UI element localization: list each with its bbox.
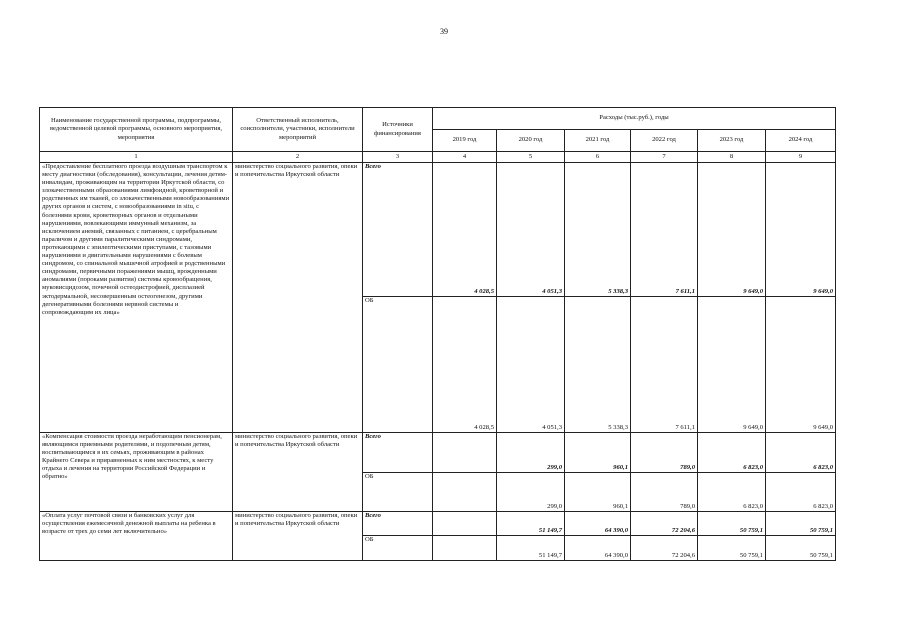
page-number: 39 <box>440 27 448 36</box>
total-value: 50 759,1 <box>698 512 766 536</box>
total-value: 64 390,0 <box>565 512 631 536</box>
column-number: 7 <box>631 152 698 163</box>
ob-value: 299,0 <box>497 473 565 512</box>
activity-name: «Предоставление бесплатного проезда воздушным транспортом к месту диагностики (обследования), консультации, лечения детям-инвалидам, проживающим на территории Иркутской области, со злокачественными образованиями лимфоидной, кроветворной и родственных им тканей, со злокачественными новообразованиями других органов и систем, с новообразованиями in situ, с болезнями крови, кроветворных органов и отдельными нарушениями, вовлекающими иммунный механизм, за исключением анемий, связанных с питанием, с церебральным параличом и другими паралитическими синдромами, протекающими с эпилептическими приступами, с тазовыми нарушениями и двигательными нарушениями с болевым синдромом, со спинальной мышечной атрофией и родственными синдромами, первичными поражениями мышц, врожденными аномалиями (пороками развития) системы кровообращения, муковисцидозом, почечной остеодистрофией, дисплазией эктодермальной, несовершенным остеогенезом, другими дегенеративными болезнями нервной системы и сопровождающим их лица» <box>40 163 233 433</box>
column-number: 4 <box>433 152 497 163</box>
total-value: 9 649,0 <box>698 163 766 297</box>
ob-value: 4 028,5 <box>433 297 497 433</box>
total-value: 4 051,3 <box>497 163 565 297</box>
activity-executor: министерство социального развития, опеки и попечительства Иркутской области <box>233 433 363 512</box>
ob-value: 7 611,1 <box>631 297 698 433</box>
activity-executor: министерство социального развития, опеки и попечительства Иркутской области <box>233 163 363 433</box>
header-executor: Ответственный исполнитель, соисполнители, участники, исполнители мероприятий <box>233 108 363 152</box>
header-year: 2022 год <box>631 130 698 152</box>
column-number: 9 <box>766 152 836 163</box>
ob-value: 51 149,7 <box>497 536 565 561</box>
ob-value: 64 390,0 <box>565 536 631 561</box>
ob-value: 9 649,0 <box>698 297 766 433</box>
total-value: 50 759,1 <box>766 512 836 536</box>
header-year: 2020 год <box>497 130 565 152</box>
source-ob: ОБ <box>363 297 433 433</box>
source-total: Всего <box>363 512 433 536</box>
source-total: Всего <box>363 433 433 473</box>
header-expenses: Расходы (тыс.руб.), годы <box>433 108 836 130</box>
ob-value: 50 759,1 <box>766 536 836 561</box>
ob-value <box>433 536 497 561</box>
ob-value: 6 823,0 <box>698 473 766 512</box>
header-year: 2023 год <box>698 130 766 152</box>
total-value: 960,1 <box>565 433 631 473</box>
total-value: 299,0 <box>497 433 565 473</box>
header-name: Наименование государственной программы, подпрограммы, ведомственной целевой программы, основного мероприятия, мероприятия <box>40 108 233 152</box>
column-number: 1 <box>40 152 233 163</box>
total-value: 4 028,5 <box>433 163 497 297</box>
total-value <box>433 433 497 473</box>
ob-value: 960,1 <box>565 473 631 512</box>
total-value: 5 338,3 <box>565 163 631 297</box>
total-value: 9 649,0 <box>766 163 836 297</box>
source-total: Всего <box>363 163 433 297</box>
total-value: 51 149,7 <box>497 512 565 536</box>
column-number: 6 <box>565 152 631 163</box>
column-number: 3 <box>363 152 433 163</box>
total-value: 6 823,0 <box>766 433 836 473</box>
header-year: 2019 год <box>433 130 497 152</box>
activity-executor: министерство социального развития, опеки и попечительства Иркутской области <box>233 512 363 561</box>
ob-value: 9 649,0 <box>766 297 836 433</box>
activity-name: «Компенсация стоимости проезда неработающим пенсионерам, являющимся приемными родителями, и подопечным детям, воспитывающимся в их семьях, проживающим в районах Крайнего Севера и приравненных к ним местностях, к месту отдыха и лечения на территории Российской Федерации и обратно» <box>40 433 233 512</box>
total-value: 6 823,0 <box>698 433 766 473</box>
ob-value: 50 759,1 <box>698 536 766 561</box>
column-number: 5 <box>497 152 565 163</box>
column-number: 2 <box>233 152 363 163</box>
ob-value: 789,0 <box>631 473 698 512</box>
total-value: 7 611,1 <box>631 163 698 297</box>
column-number: 8 <box>698 152 766 163</box>
ob-value: 6 823,0 <box>766 473 836 512</box>
source-ob: ОБ <box>363 536 433 561</box>
total-value: 789,0 <box>631 433 698 473</box>
ob-value: 4 051,3 <box>497 297 565 433</box>
ob-value: 5 338,3 <box>565 297 631 433</box>
header-year: 2021 год <box>565 130 631 152</box>
total-value: 72 204,6 <box>631 512 698 536</box>
total-value <box>433 512 497 536</box>
header-source: Источники финансирования <box>363 108 433 152</box>
header-year: 2024 год <box>766 130 836 152</box>
source-ob: ОБ <box>363 473 433 512</box>
activity-name: «Оплата услуг почтовой связи и банковских услуг для осуществления ежемесячной денежной выплаты на ребенка в возрасте от трех до семи лет включительно» <box>40 512 233 561</box>
expenses-table <box>39 107 836 561</box>
ob-value: 72 204,6 <box>631 536 698 561</box>
ob-value <box>433 473 497 512</box>
